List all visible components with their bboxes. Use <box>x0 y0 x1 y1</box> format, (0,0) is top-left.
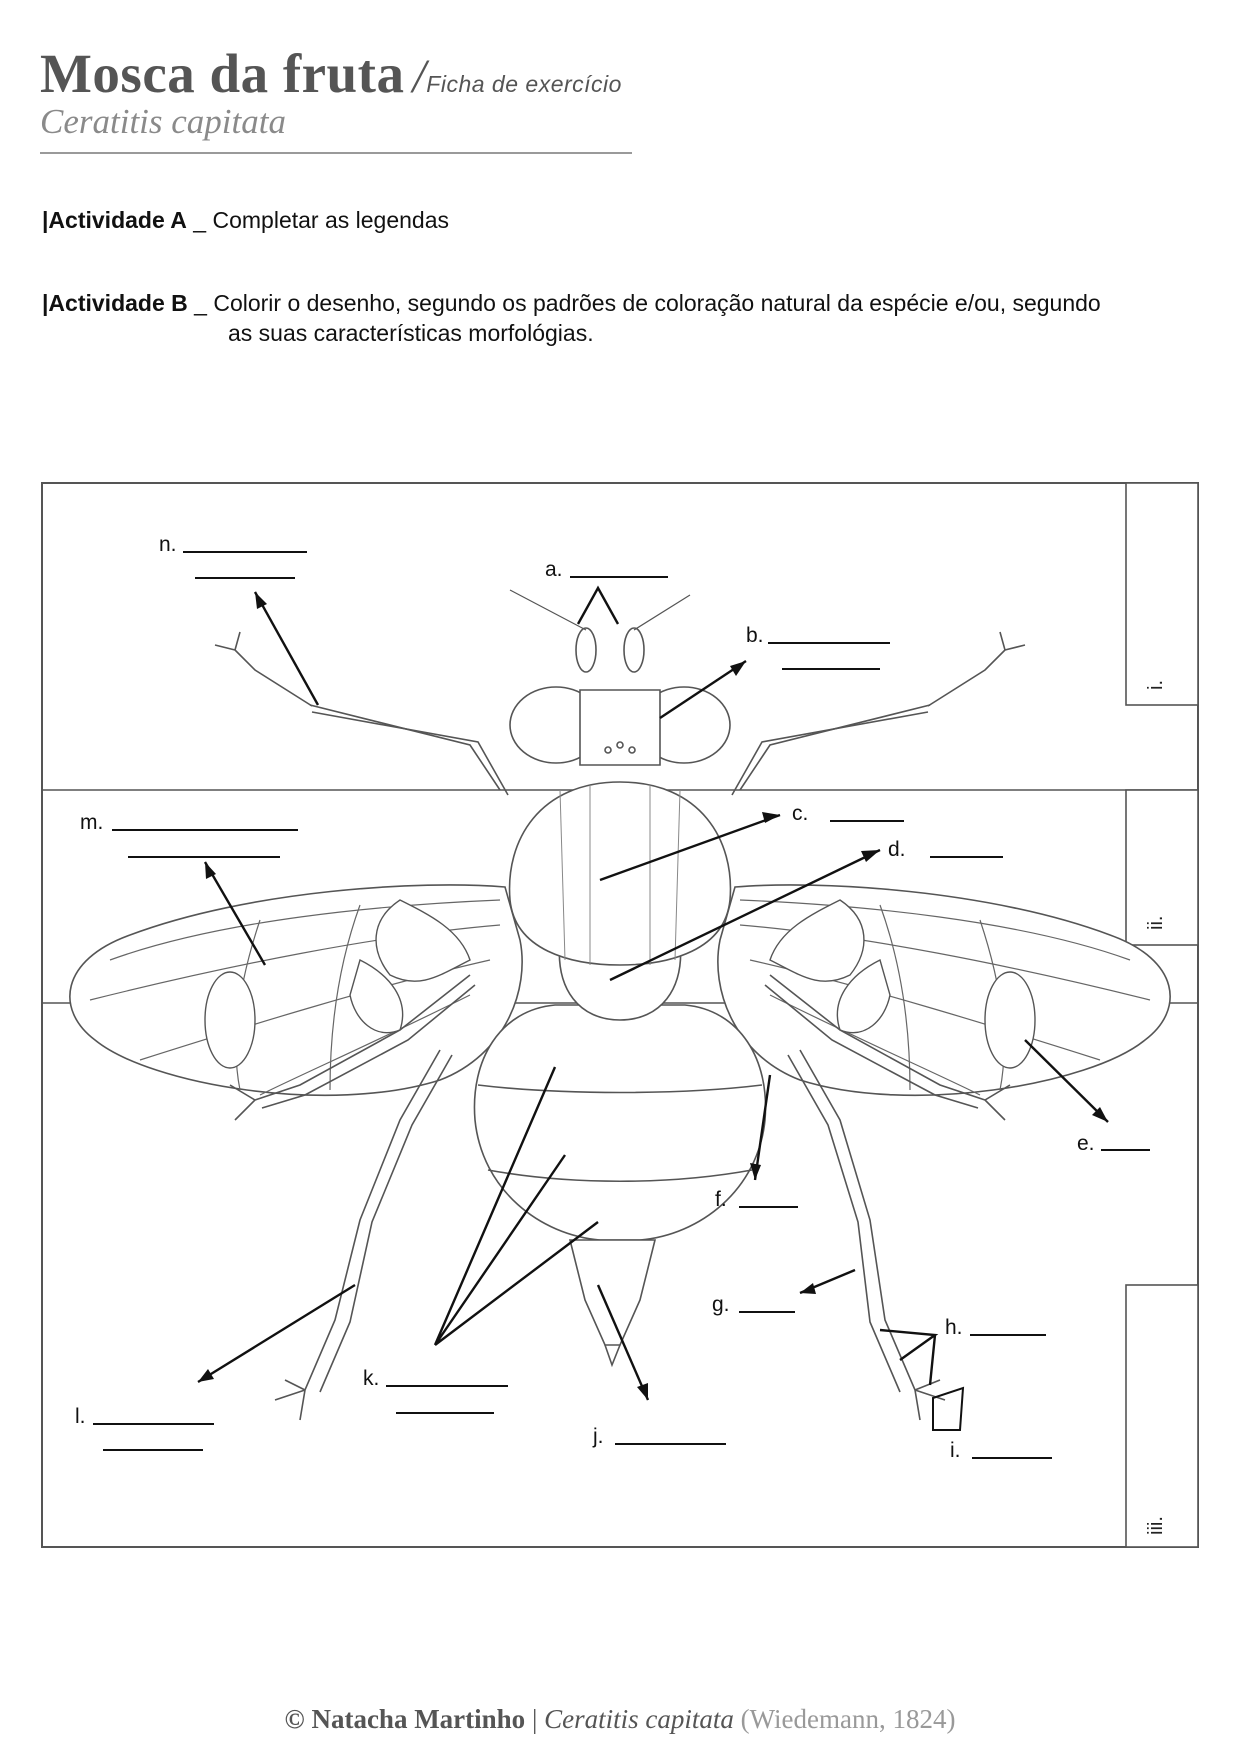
title-text: Mosca da fruta <box>40 43 405 104</box>
label-a: a. <box>545 558 563 581</box>
label-f: f. <box>715 1188 727 1211</box>
left-wing <box>70 885 522 1095</box>
left-antenna <box>576 628 596 672</box>
head-face <box>580 690 660 765</box>
front-right-leg <box>740 705 930 790</box>
footer-copyright: © Natacha Martinho <box>284 1704 526 1734</box>
activity-a-label: |Actividade A <box>42 207 187 233</box>
label-m: m. <box>80 811 104 834</box>
species-name: Ceratitis capitata <box>40 102 286 141</box>
label-n: n. <box>159 533 177 556</box>
section-label-ii: ii. <box>1145 915 1167 930</box>
label-j: j. <box>593 1425 604 1448</box>
label-g: g. <box>712 1293 730 1316</box>
label-b: b. <box>746 624 764 647</box>
section-label-i: i. <box>1145 680 1167 690</box>
title-subtitle: Ficha de exercício <box>426 71 622 97</box>
footer-author: (Wiedemann, 1824) <box>733 1704 956 1734</box>
activity-b-text-2: as suas características morfológias. <box>228 320 594 346</box>
activity-a-sep: _ <box>186 207 213 233</box>
label-l: l. <box>75 1405 86 1428</box>
footer-species: Ceratitis capitata <box>544 1704 734 1734</box>
label-d: d. <box>888 838 906 861</box>
footer-sep: | <box>525 1704 545 1734</box>
section-label-iii: iii. <box>1145 1516 1167 1535</box>
activity-b-sep: _ <box>187 290 214 316</box>
section-tab-iii <box>1126 1285 1198 1547</box>
title-slash: / <box>412 50 427 103</box>
activity-b-label: |Actividade B <box>42 290 188 316</box>
hind-left-leg <box>275 1050 440 1420</box>
ovipositor <box>570 1240 655 1345</box>
right-antenna <box>624 628 644 672</box>
right-wing <box>718 885 1170 1095</box>
activity-a-text: Completar as legendas <box>212 207 450 233</box>
footer-credit <box>0 1704 1240 1735</box>
fly-illustration <box>70 590 1170 1420</box>
hind-right-leg <box>800 1050 945 1420</box>
front-left-leg <box>310 705 500 790</box>
label-c: c. <box>792 802 809 825</box>
label-i: i. <box>950 1439 961 1462</box>
label-e: e. <box>1077 1132 1095 1155</box>
label-h: h. <box>945 1316 963 1339</box>
label-k: k. <box>363 1367 380 1390</box>
section-tab-i <box>1126 483 1198 705</box>
activity-b-text: Colorir o desenho, segundo os padrões de coloração natural da espécie e/ou, segundo <box>213 290 1101 316</box>
